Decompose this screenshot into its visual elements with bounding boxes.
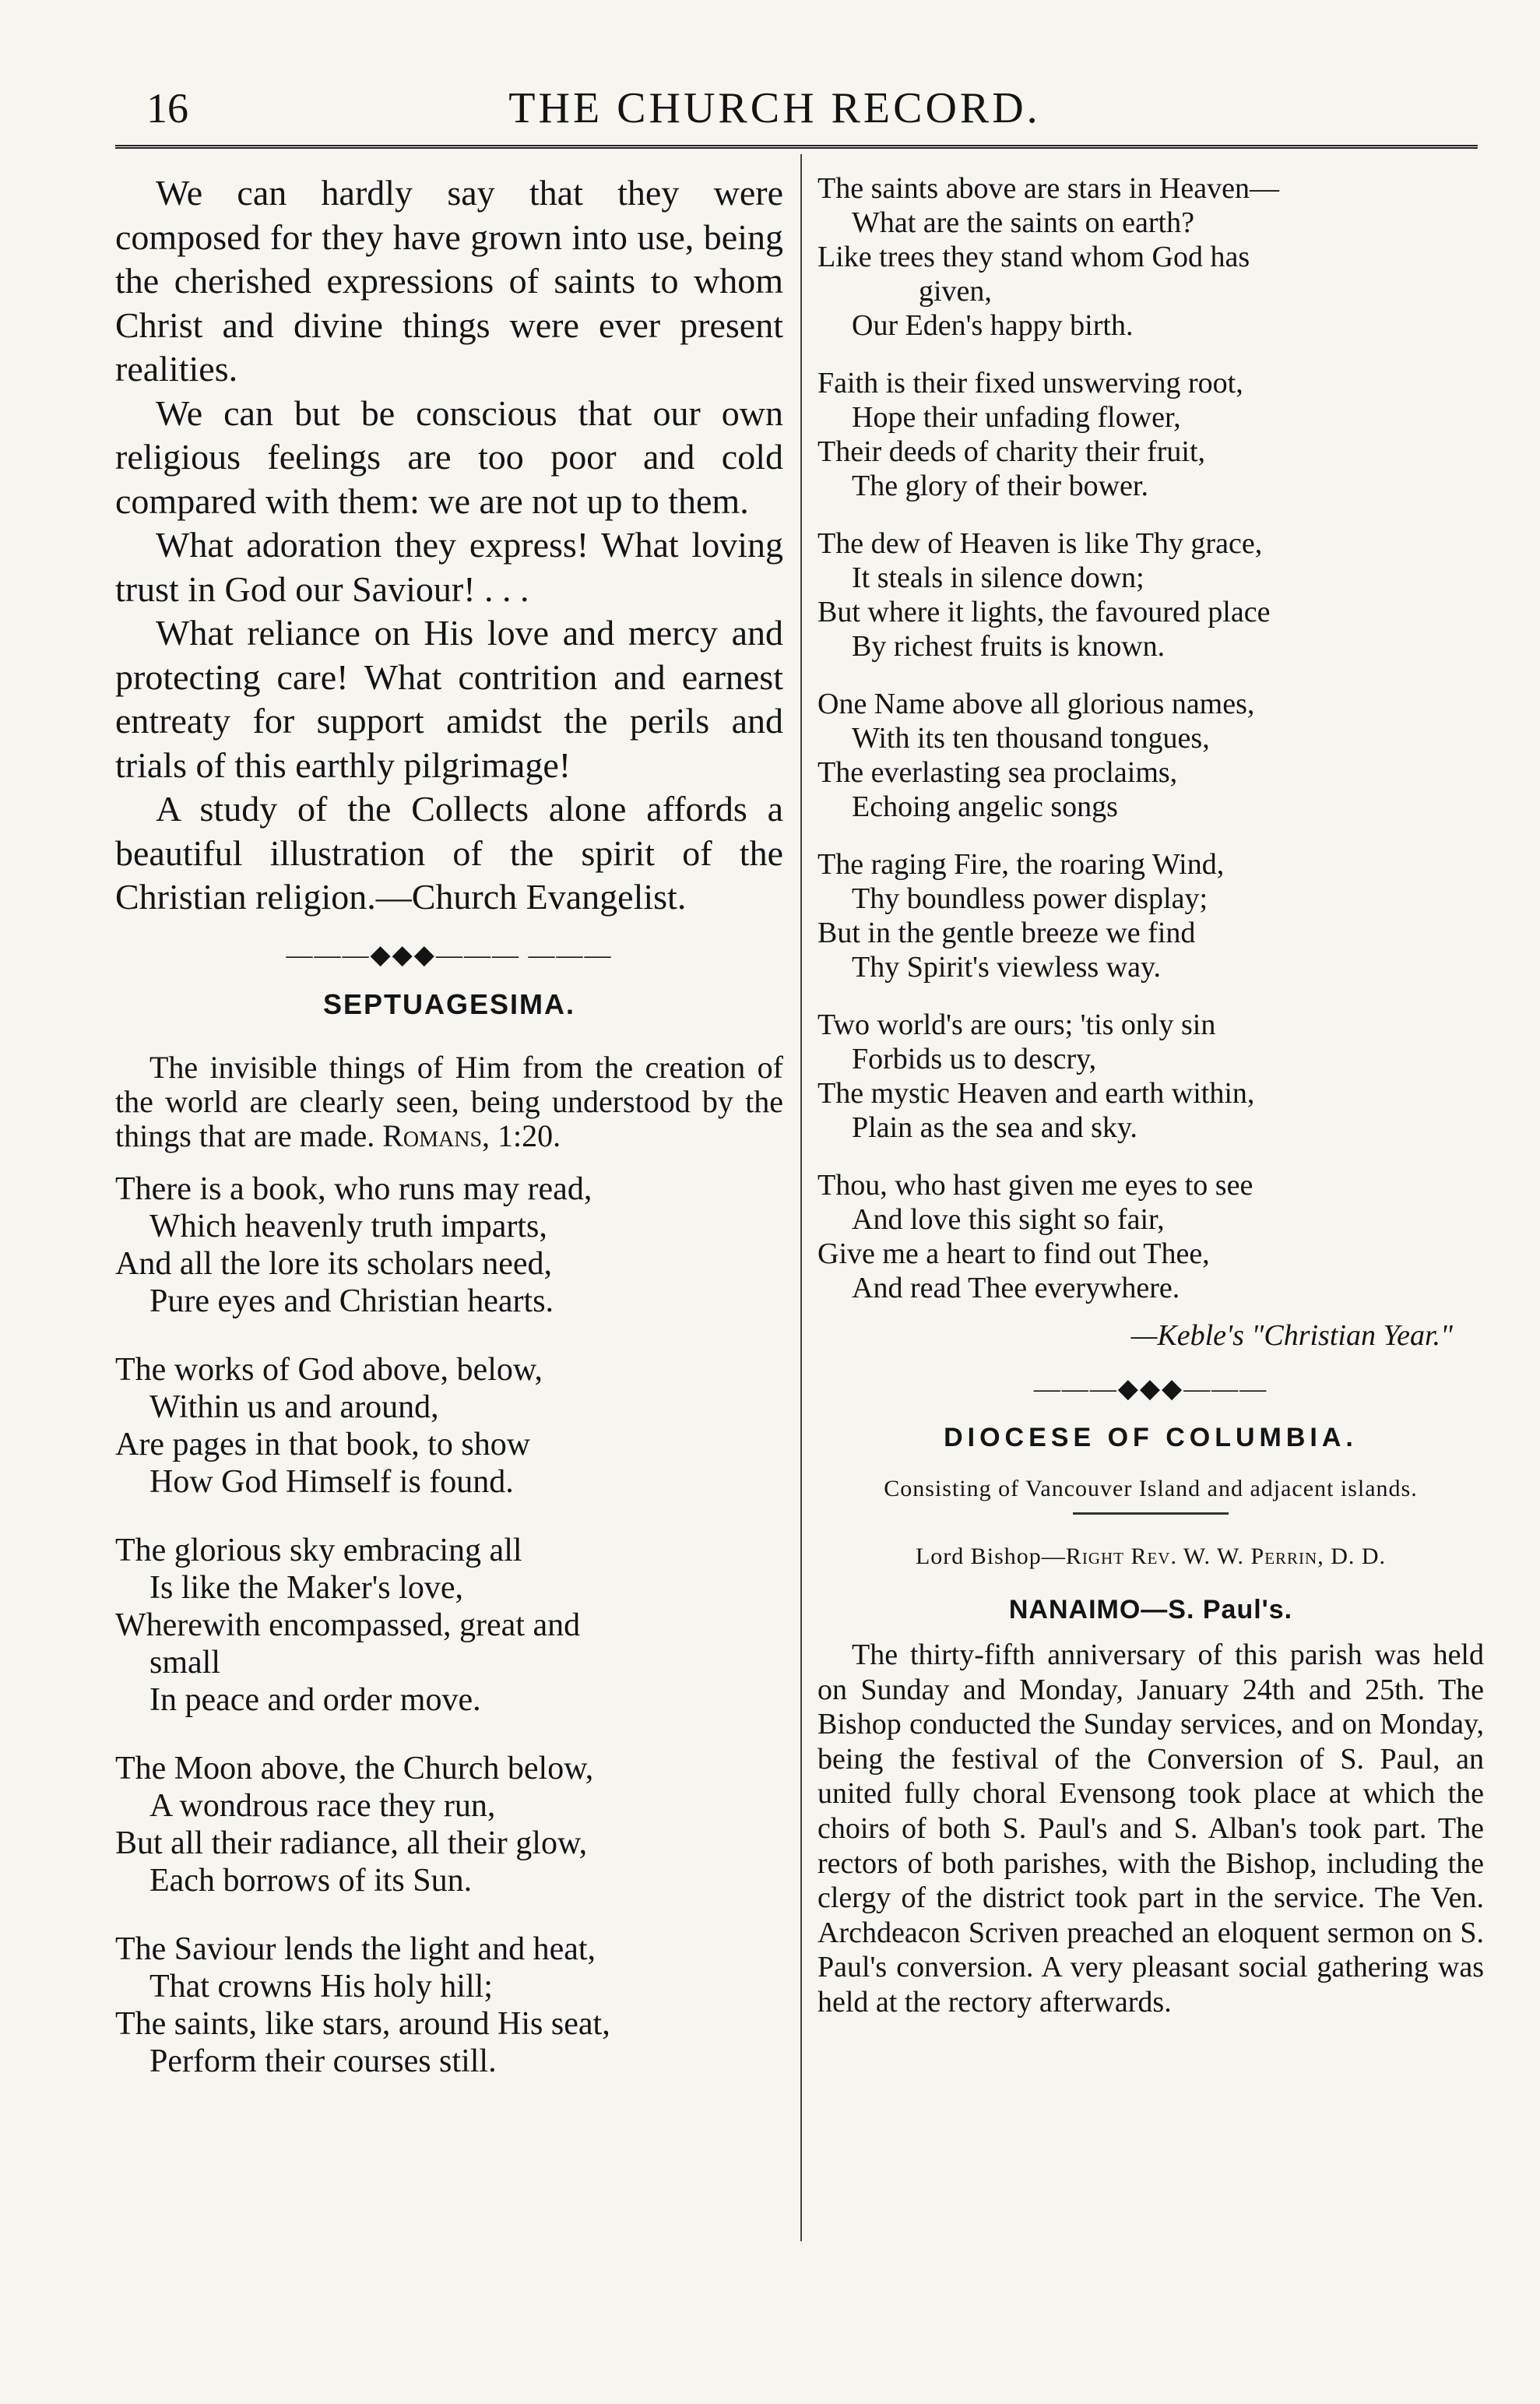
diocese-title: DIOCESE OF COLUMBIA. [944,1423,1358,1452]
short-rule [1073,1512,1229,1515]
poem-line: The mystic Heaven and earth within, [817,1077,1255,1110]
right-column [817,171,1484,2020]
running-title: THE CHURCH RECORD. [508,84,1041,132]
poem-line: In peace and order move. [149,1681,481,1718]
poem-line: Is like the Maker's love, [149,1569,463,1606]
poem-line: And all the lore its scholars need, [115,1245,553,1282]
section-ornament: ———◆◆◆——— ——— [286,940,613,970]
poem-attribution: —Keble's "Christian Year." [1130,1319,1453,1352]
bishop-line [817,1541,1484,1572]
poem-line: There is a book, who runs may read, [115,1170,592,1207]
poem-line: But in the gentle breeze we find [817,917,1196,949]
left-column [115,171,783,2111]
poem-line: Give me a heart to find out Thee, [817,1237,1210,1270]
epigraph [115,1051,783,1153]
poem-line: Two world's are ours; 'tis only sin [817,1008,1216,1041]
poem-line: The Saviour lends the light and heat, [115,1931,596,1967]
poem-stanza [817,1008,1484,1145]
poem-stanza [817,366,1484,503]
poem-line: With its ten thousand tongues, [852,722,1210,755]
poem-line: The saints, like stars, around His seat, [115,2005,610,2042]
poem-stanza [817,847,1484,984]
poem-line: And read Thee everywhere. [852,1272,1180,1304]
poem-line: A wondrous race they run, [149,1787,496,1824]
paragraph: What reliance on His love and mercy and protecting care! What contrition and earnest entreaty for support amidst the perils and trials of this earthly pilgrimage! [115,613,783,785]
poem-line: By richest fruits is known. [852,630,1166,663]
page-number: 16 [146,85,188,132]
poem-line: Each borrows of its Sun. [149,1862,473,1899]
poem-stanza [115,1170,783,1320]
poem-line: The glory of their bower. [852,470,1148,502]
poem-line: Their deeds of charity their fruit, [817,435,1206,468]
poem-line: How God Himself is found. [149,1463,514,1500]
poem-line: The dew of Heaven is like Thy grace, [817,527,1263,560]
poem-stanza [817,171,1484,343]
poem-line: The Moon above, the Church below, [115,1750,594,1786]
poem-stanza [817,526,1484,663]
poem-line: One Name above all glorious names, [817,688,1255,720]
poem-stanza [115,1931,783,2080]
poem-line: What are the saints on earth? [852,206,1194,239]
poem-line: That crowns His holy hill; [149,1968,493,2005]
poem-line: Perform their courses still. [149,2043,497,2079]
header-rule [115,145,1478,149]
poem-line: And love this sight so fair, [852,1203,1165,1236]
paragraph: We can hardly say that they were composed for they have grown into use, being the cherished expressions of saints to whom Christ and divine things were ever present realities. [115,173,783,389]
page-header [78,81,1471,142]
parish-report: The thirty-fifth anniversary of this parish was held on Sunday and Monday, January 24th and 25th. The Bishop conducted the Sunday services, and on Monday, being the festival of the Conversion of S. Paul, an united fully choral Evensong took place at which the choirs of both S. Paul's and S. Alban's took part. The rectors of both parishes, with the Bishop, including the clergy of the district took part in the service. The Ven. Archdeacon Scriven preached an eloquent sermon on S. Paul's conversion. A very pleasant social gathering was held at the rectory afterwards. [817,1638,1484,2019]
poem-line: The raging Fire, the roaring Wind, [817,848,1225,881]
poem-line: But all their radiance, all their glow, [115,1825,588,1861]
poem-line: It steals in silence down; [852,561,1144,594]
poem-line: Are pages in that book, to show [115,1426,531,1462]
epigraph-citation: Romans, 1:20. [382,1118,561,1153]
bishop-prefix: Lord Bishop— [915,1543,1066,1569]
poem-line: The saints above are stars in Heaven— [817,172,1280,205]
poem-stanza [115,1351,783,1501]
section-ornament: ———◆◆◆——— [1033,1374,1268,1403]
bishop-name: Right Rev. W. W. Perrin, D. D. [1065,1543,1387,1569]
poem-line: Thou, who hast given me eyes to see [817,1169,1253,1202]
poem-line: Which heavenly truth imparts, [149,1208,547,1244]
section-title: SEPTUAGESIMA. [322,987,576,1020]
poem-line: Like trees they stand whom God has [817,241,1250,273]
column-divider [800,154,802,2241]
poem-line: Within us and around, [149,1389,439,1425]
collects-article [115,171,783,920]
poem-line: The works of God above, below, [115,1351,543,1388]
poem-stanza [817,687,1484,824]
paragraph: We can but be conscious that our own religious feelings are too poor and cold compared with them: we are not up to them. [115,392,783,521]
poem-stanza [817,1168,1484,1305]
poem-line: The everlasting sea proclaims, [817,756,1178,789]
poem-line: Echoing angelic songs [852,790,1118,823]
poem-line: Thy boundless power display; [852,882,1208,915]
poem-line: Plain as the sea and sky. [852,1111,1137,1144]
poem-stanza [115,1532,783,1719]
paragraph: What adoration they express! What loving trust in God our Saviour! . . . [115,525,783,609]
poem-line: small [149,1644,220,1681]
poem-line: Our Eden's happy birth. [852,309,1134,342]
poem-stanza [115,1750,783,1899]
epigraph-text: The invisible things of Him from the creation of the world are clearly seen, being understood by the things that are made. [115,1049,783,1153]
poem-line: Pure eyes and Christian hearts. [149,1283,554,1319]
poem-line: Wherewith encompassed, great and [115,1607,581,1643]
poem-line: Forbids us to descry, [852,1043,1097,1075]
poem-line: But where it lights, the favoured place [817,596,1271,628]
paragraph: A study of the Collects alone affords a beautiful illustration of the spirit of the Christian religion.—Church Evangelist. [115,789,783,917]
poem-line: given, [919,275,992,308]
diocese-subtitle: Consisting of Vancouver Island and adjacent islands. [884,1476,1418,1501]
poem-line: The glorious sky embracing all [115,1532,522,1568]
poem-line: Faith is their fixed unswerving root, [817,367,1243,399]
poem-line: Thy Spirit's viewless way. [852,951,1162,984]
poem-line: Hope their unfading flower, [852,401,1181,434]
parish-title: NANAIMO—S. Paul's. [1008,1595,1293,1624]
